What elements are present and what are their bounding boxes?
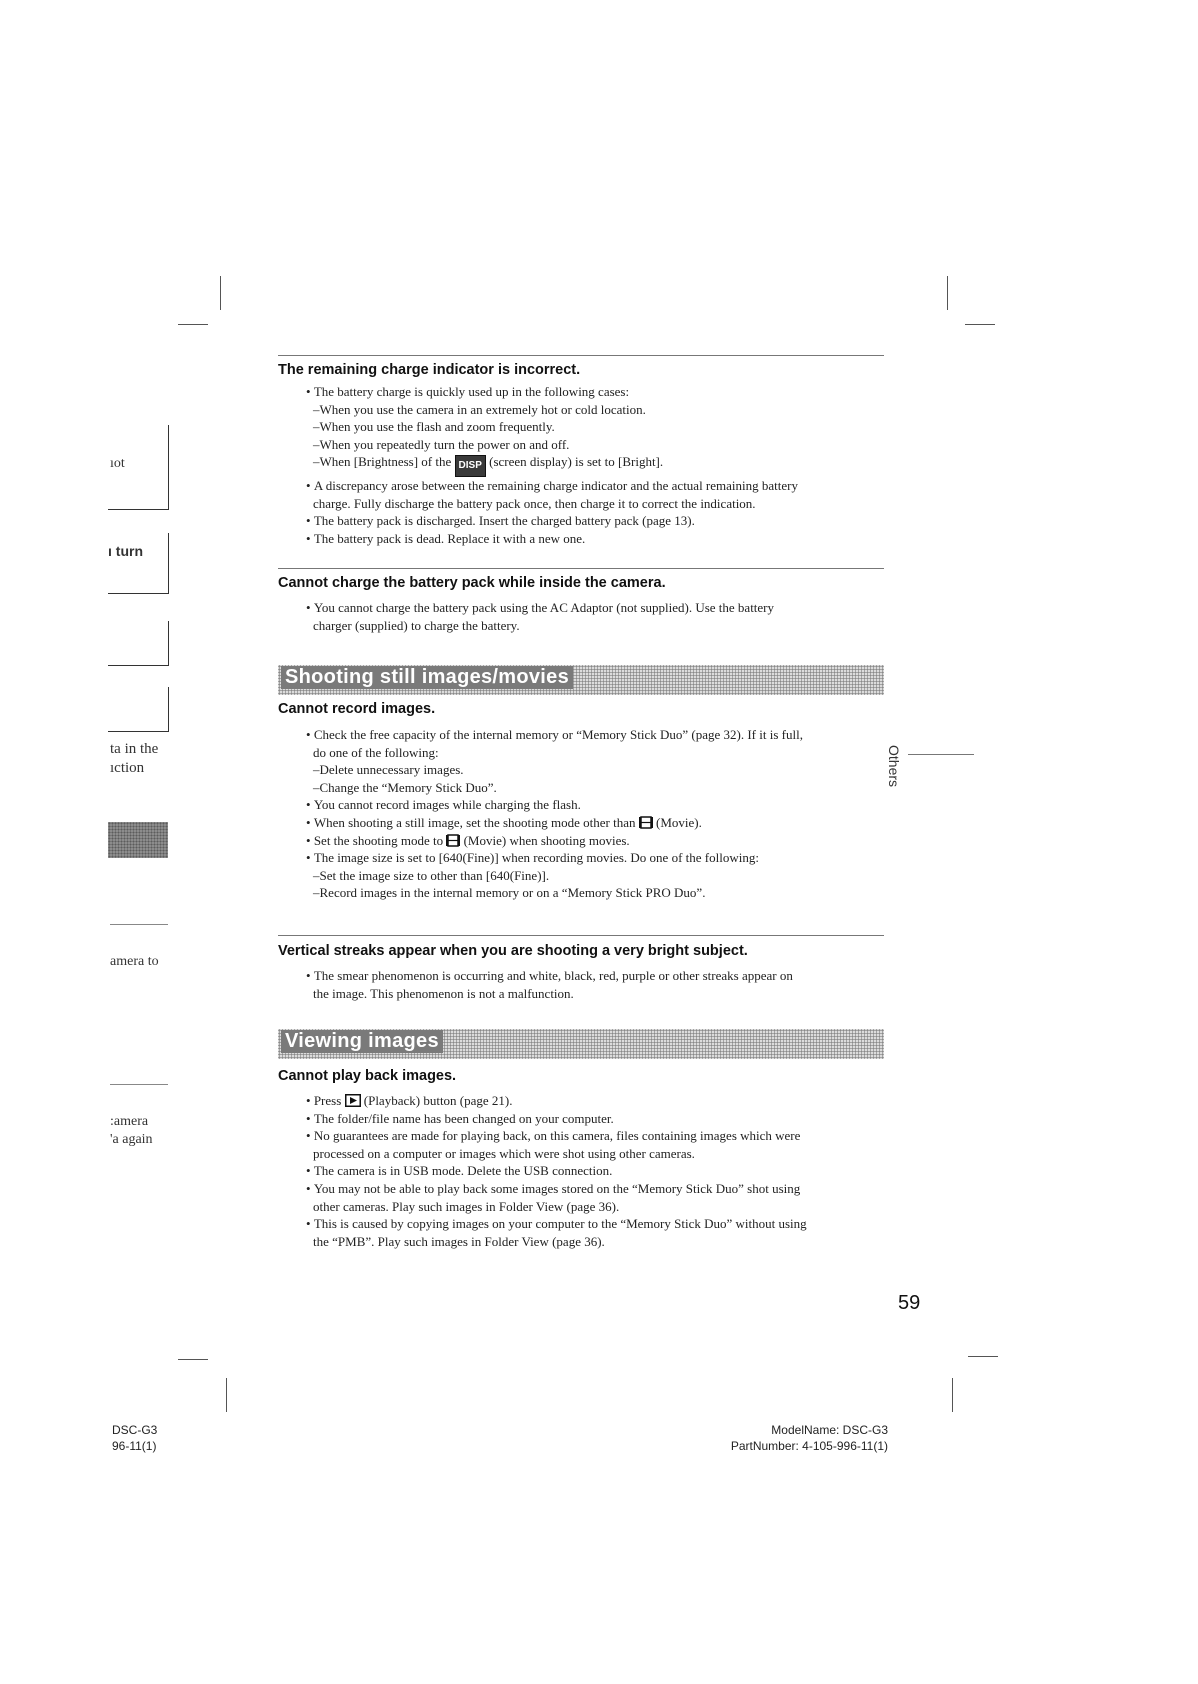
- bullet-continuation: the “PMB”. Play such images in Folder View (page 36).: [313, 1233, 605, 1249]
- bullet-item: • Check the free capacity of the internal memory or “Memory Stick Duo” (page 32). If it is full,: [306, 726, 886, 744]
- section-heading: The remaining charge indicator is incorrect.: [278, 362, 581, 378]
- margin-text: :amera: [110, 1114, 149, 1129]
- bullet-item: • The camera is in USB mode. Delete the USB connection.: [306, 1162, 886, 1180]
- margin-bracket: [108, 621, 169, 666]
- bullet-text: Press: [313, 1093, 342, 1108]
- movie-mode-icon: [639, 816, 653, 829]
- bullet-item: • The smear phenomenon is occurring and white, black, red, purple or other streaks appear on: [306, 967, 886, 985]
- bullet-continuation: do one of the following:: [313, 744, 439, 760]
- bullet-item: • This is caused by copying images on your computer to the “Memory Stick Duo” without using: [306, 1215, 886, 1233]
- section-body: [306, 726, 886, 902]
- section-heading: Cannot charge the battery pack while inside the camera.: [278, 575, 666, 591]
- bullet-text: When shooting a still image, set the shooting mode other than: [313, 814, 636, 830]
- margin-text: 'a again: [110, 1132, 153, 1147]
- bullet-item: • The folder/file name has been changed on your computer.: [306, 1110, 886, 1128]
- section-heading: Cannot record images.: [278, 701, 436, 717]
- bullet-continuation: the image. This phenomenon is not a malfunction.: [313, 985, 574, 1001]
- crop-mark: [947, 276, 948, 310]
- margin-text: ta in the: [110, 741, 159, 757]
- crop-mark: [968, 1356, 998, 1357]
- bullet-continuation: charge. Fully discharge the battery pack once, then charge it to correct the indication.: [313, 495, 756, 511]
- bullet-item: • The battery charge is quickly used up in the following cases:: [306, 383, 886, 401]
- crop-mark: [178, 1359, 208, 1360]
- bullet-item: • You cannot charge the battery pack using the AC Adaptor (not supplied). Use the battery: [306, 599, 886, 617]
- bullet-item: • The image size is set to [640(Fine)] when recording movies. Do one of the following:: [306, 849, 886, 867]
- section-heading: Cannot play back images.: [278, 1068, 457, 1084]
- footer-line: DSC-G3: [112, 1423, 158, 1437]
- sub-item: –Delete unnecessary images.: [313, 762, 464, 778]
- banner-title: Shooting still images/movies: [281, 666, 573, 689]
- disp-button-icon: DISP: [455, 455, 486, 477]
- side-tab-label: Others: [886, 745, 902, 788]
- crop-mark: [220, 276, 221, 310]
- sub-item: –When you use the flash and zoom frequently.: [313, 419, 555, 435]
- section-rule: [278, 568, 884, 569]
- margin-text: ı turn: [108, 543, 143, 559]
- sub-item-text: –When [Brightness] of the: [313, 454, 452, 470]
- section-heading: Vertical streaks appear when you are shooting a very bright subject.: [278, 943, 748, 959]
- bullet-text: (Movie) when shooting movies.: [463, 832, 630, 848]
- side-tab-rule: [908, 754, 974, 755]
- footer-line: ModelName: DSC-G3: [771, 1423, 888, 1437]
- bullet-continuation: processed on a computer or images which were shot using other cameras.: [313, 1145, 695, 1161]
- section-body: [306, 599, 886, 634]
- bullet-continuation: charger (supplied) to charge the battery.: [313, 617, 520, 633]
- bullet-item: • The battery pack is discharged. Insert the charged battery pack (page 13).: [306, 512, 886, 530]
- sub-item: –Record images in the internal memory or on a “Memory Stick PRO Duo”.: [313, 885, 706, 901]
- page-number: 59: [898, 1292, 921, 1314]
- section-banner: [278, 665, 884, 695]
- bullet-item: • The battery pack is dead. Replace it with a new one.: [306, 530, 886, 548]
- footer-left: [112, 1422, 157, 1454]
- sub-item: –Set the image size to other than [640(Fine)].: [313, 867, 550, 883]
- crop-mark: [178, 324, 208, 325]
- section-banner: [278, 1029, 884, 1059]
- bullet-text: (Movie).: [656, 814, 702, 830]
- margin-text: ıction: [110, 760, 145, 776]
- bullet-text: (Playback) button (page 21).: [363, 1093, 513, 1108]
- crop-mark: [226, 1378, 227, 1412]
- banner-title: Viewing images: [281, 1030, 443, 1053]
- footer-line: 96-11(1): [112, 1439, 157, 1453]
- margin-bracket: [108, 687, 169, 732]
- sub-item-text: (screen display) is set to [Bright].: [489, 454, 664, 470]
- margin-text: amera to: [110, 954, 159, 969]
- footer-right: [716, 1422, 888, 1454]
- section-rule: [278, 935, 884, 936]
- margin-text: ıot: [110, 456, 125, 471]
- bullet-item: • You may not be able to play back some images stored on the “Memory Stick Duo” shot using: [306, 1180, 886, 1198]
- sub-item: –When you use the camera in an extremely hot or cold location.: [313, 401, 646, 417]
- section-rule: [278, 355, 884, 356]
- bullet-item: [306, 1092, 886, 1110]
- section-body: [306, 383, 886, 547]
- bullet-item: • You cannot record images while charging the flash.: [306, 796, 886, 814]
- crop-mark: [965, 324, 995, 325]
- margin-tab-marker: [108, 822, 168, 858]
- sub-item: –When you repeatedly turn the power on and off.: [313, 436, 570, 452]
- crop-mark: [952, 1378, 953, 1412]
- footer-line: PartNumber: 4-105-996-11(1): [730, 1439, 888, 1453]
- bullet-continuation: other cameras. Play such images in Folder View (page 36).: [313, 1198, 620, 1214]
- bullet-item: • No guarantees are made for playing back, on this camera, files containing images which were: [306, 1127, 886, 1145]
- bullet-item: [306, 832, 886, 850]
- movie-mode-icon: [446, 834, 460, 847]
- playback-button-icon: [345, 1094, 361, 1107]
- section-body: [306, 967, 886, 1002]
- bullet-item: • A discrepancy arose between the remaining charge indicator and the actual remaining battery: [306, 477, 886, 495]
- section-body: [306, 1092, 886, 1250]
- bullet-text: Set the shooting mode to: [313, 832, 444, 848]
- sub-item: [306, 453, 886, 477]
- margin-rule: [110, 924, 168, 925]
- margin-rule: [110, 1084, 168, 1085]
- sub-item: –Change the “Memory Stick Duo”.: [313, 779, 497, 795]
- bullet-item: [306, 814, 886, 832]
